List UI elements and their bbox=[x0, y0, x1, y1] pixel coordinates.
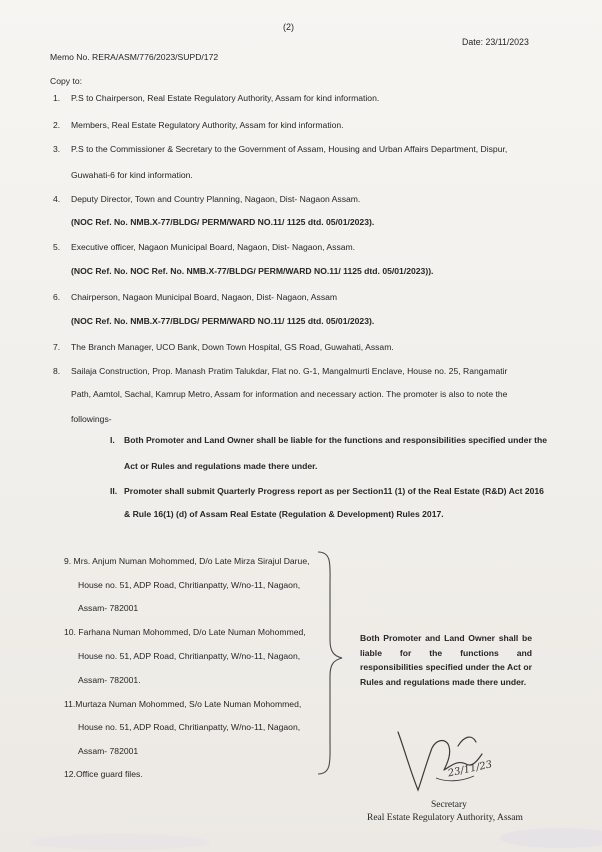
office-guard-file: 12.Office guard files. bbox=[64, 769, 143, 779]
noc-reference: (NOC Ref. No. NMB.X-77/BLDG/ PERM/WARD NO.11/ 1125 dtd. 05/01/2023). bbox=[71, 217, 375, 227]
curly-brace bbox=[318, 552, 342, 774]
owner-line: Assam- 782001. bbox=[78, 675, 141, 685]
list-item-number: 1. bbox=[53, 93, 61, 103]
sub-point-continuation: Act or Rules and regulations made there under. bbox=[124, 461, 318, 471]
list-item-text: P.S to the Commissioner & Secretary to the Government of Assam, Housing and Urban Affairs Department, Dispur, bbox=[71, 144, 508, 154]
owner-line: Assam- 782001 bbox=[78, 746, 139, 756]
sub-point-continuation: & Rule 16(1) (d) of Assam Real Estate (Regulation & Development) Rules 2017. bbox=[124, 509, 444, 519]
list-item-number: 2. bbox=[53, 120, 61, 130]
list-item-text: Chairperson, Nagaon Municipal Board, Nagaon, Dist- Nagaon, Assam bbox=[71, 292, 338, 302]
owner-line: 9. Mrs. Anjum Numan Mohommed, D/o Late Mirza Sirajul Darue, bbox=[64, 556, 310, 566]
list-item-number: 8. bbox=[53, 366, 61, 376]
list-item-text: Sailaja Construction, Prop. Manash Pratim Talukdar, Flat no. G-1, Mangalmurti Enclave, House no. 25, Rangamatir bbox=[71, 366, 508, 376]
list-item-number: 4. bbox=[53, 194, 61, 204]
sub-point-number: II. bbox=[110, 486, 118, 496]
list-item-text: P.S to Chairperson, Real Estate Regulatory Authority, Assam for kind information. bbox=[71, 93, 380, 103]
list-item-text: The Branch Manager, UCO Bank, Down Town Hospital, GS Road, Guwahati, Assam. bbox=[71, 342, 394, 352]
signature-date: 23/11/23 bbox=[447, 759, 494, 780]
list-item-text: Executive officer, Nagaon Municipal Board, Nagaon, Dist- Nagaon, Assam. bbox=[71, 242, 356, 252]
secretary-title: Secretary bbox=[431, 800, 467, 810]
sub-point-text: Promoter shall submit Quarterly Progress report as per Section11 (1) of the Real Estate (R&D) Act 2016 bbox=[124, 486, 544, 496]
list-item-text: Members, Real Estate Regulatory Authority, Assam for kind information. bbox=[71, 120, 344, 130]
list-item-number: 3. bbox=[53, 144, 61, 154]
list-item-number: 6. bbox=[53, 292, 61, 302]
list-item-number: 5. bbox=[53, 242, 61, 252]
memo-date: Date: 23/11/2023 bbox=[462, 37, 529, 47]
list-item-continuation: Guwahati-6 for kind information. bbox=[71, 170, 193, 180]
signature-icon bbox=[398, 732, 482, 790]
sub-point-number: I. bbox=[110, 435, 115, 445]
owner-line: 10. Farhana Numan Mohommed, D/o Late Numan Mohommed, bbox=[64, 627, 306, 637]
list-item-continuation: Path, Aamtol, Sachal, Kamrup Metro, Assam for information and necessary action. The promoter is also to note the bbox=[71, 389, 508, 399]
authority-name: Real Estate Regulatory Authority, Assam bbox=[367, 813, 523, 823]
list-item-continuation: followings- bbox=[71, 414, 112, 424]
sub-point-text: Both Promoter and Land Owner shall be liable for the functions and responsibilities specified under the bbox=[124, 435, 548, 445]
list-item-text: Deputy Director, Town and Country Planning, Nagaon, Dist- Nagaon Assam. bbox=[71, 194, 361, 204]
memo-number: Memo No. RERA/ASM/776/2023/SUPD/172 bbox=[50, 52, 219, 62]
owner-line: House no. 51, ADP Road, Chritianpatty, W/no-11, Nagaon, bbox=[78, 580, 301, 590]
owner-line: 11.Murtaza Numan Mohommed, S/o Late Numan Mohommed, bbox=[64, 699, 302, 709]
owner-line: House no. 51, ADP Road, Chritianpatty, W/no-11, Nagaon, bbox=[78, 722, 301, 732]
page-number: (2) bbox=[283, 22, 294, 32]
noc-reference: (NOC Ref. No. NMB.X-77/BLDG/ PERM/WARD NO.11/ 1125 dtd. 05/01/2023). bbox=[71, 316, 375, 326]
owner-line: House no. 51, ADP Road, Chritianpatty, W/no-11, Nagaon, bbox=[78, 651, 301, 661]
brace-note: Both Promoter and Land Owner shall be liable for the functions and responsibilities specified under the Act or Rules and regulations made there under. bbox=[360, 633, 532, 687]
noc-reference: (NOC Ref. No. NOC Ref. No. NMB.X-77/BLDG/ PERM/WARD NO.11/ 1125 dtd. 05/01/2023)). bbox=[71, 266, 434, 276]
copy-to-heading: Copy to: bbox=[50, 76, 83, 86]
owner-line: Assam- 782001 bbox=[78, 603, 139, 613]
list-item-number: 7. bbox=[53, 342, 61, 352]
